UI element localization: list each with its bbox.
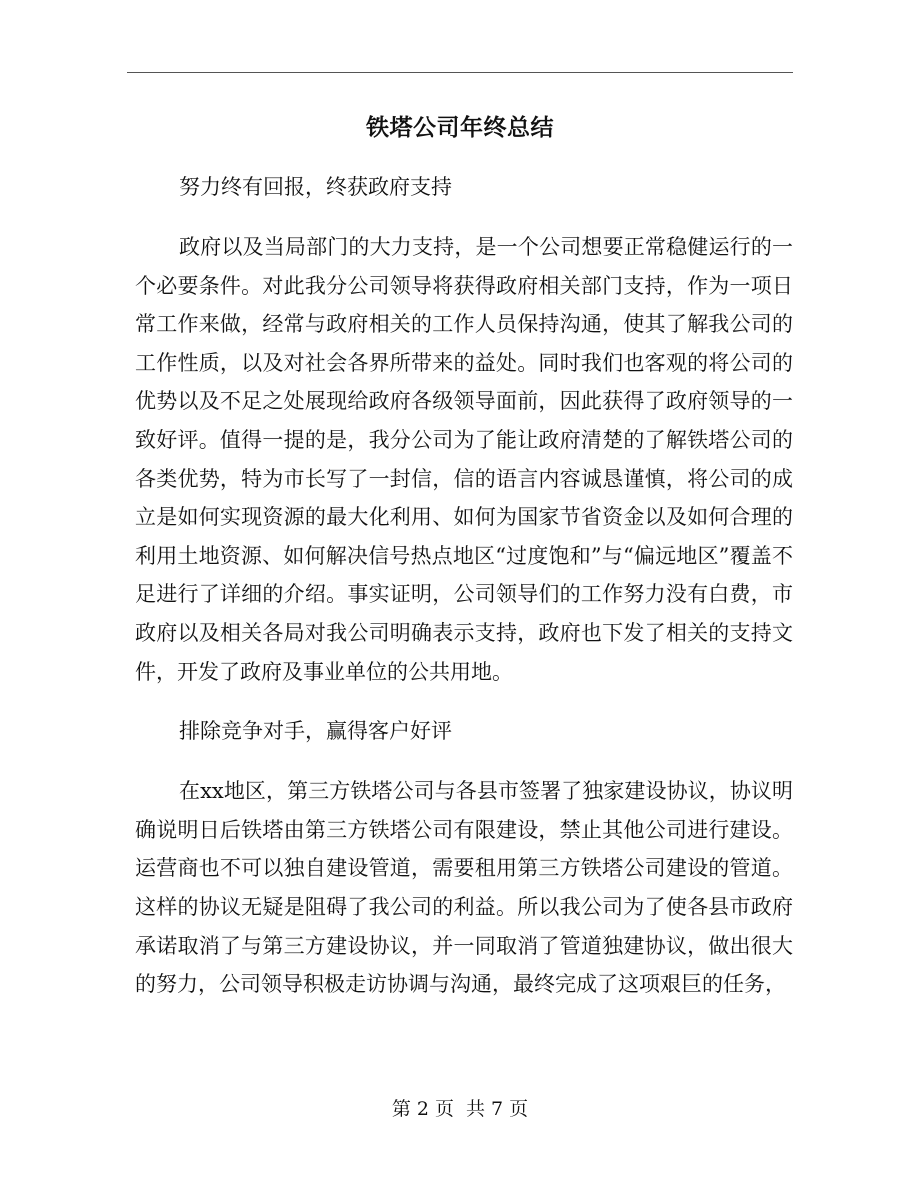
header-divider: [127, 72, 793, 73]
footer-suffix: 页: [509, 1098, 529, 1120]
page-footer: [127, 1094, 793, 1124]
total-page-count: 7: [491, 1098, 504, 1120]
paragraph-government-support: 政府以及当局部门的大力支持，是一个公司想要正常稳健运行的一个必要条件。对此我分公司领导将获得政府相关部门支持，作为一项日常工作来做，经常与政府相关的工作人员保持沟通，使其了解我公司的工作性质，以及对社会各界所带来的益处。同时我们也客观的将公司的优势以及不足之处展现给政府各级领导面前，因此获得了政府领导的一致好评。值得一提的是，我分公司为了能让政府清楚的了解铁塔公司的各类优势，特为市长写了一封信，信的语言内容诚恳谨慎，将公司的成立是如何实现资源的最大化利用、如何为国家节省资金以及如何合理的利用土地资源、如何解决信号热点地区“过度饱和”与“偏远地区”覆盖不足进行了详细的介绍。事实证明，公司领导们的工作努力没有白费，市政府以及相关各局对我公司明确表示支持，政府也下发了相关的支持文件，开发了政府及事业单位的公共用地。: [135, 235, 793, 684]
document-title: 铁塔公司年终总结: [366, 114, 554, 141]
section-heading-competition: 排除竞争对手，赢得客户好评: [179, 719, 452, 744]
footer-prefix: 第: [391, 1098, 411, 1120]
paragraph-competition: 在xx地区，第三方铁塔公司与各县市签署了独家建设协议，协议明确说明日后铁塔由第三方铁塔公司有限建设，禁止其他公司进行建设。运营商也不可以独自建设管道，需要租用第三方铁塔公司建设的管道。这样的协议无疑是阻碍了我公司的利益。所以我公司为了使各县市政府承诺取消了与第三方建设协议，并一同取消了管道独建协议，做出很大的努力，公司领导积极走访协调与沟通，最终完成了这项艰巨的任务，: [135, 779, 793, 997]
document-body: [135, 168, 793, 1025]
footer-middle: 页 共: [434, 1098, 486, 1120]
current-page-number: 2: [416, 1098, 429, 1120]
section-heading-government-support: 努力终有回报，终获政府支持: [179, 175, 452, 199]
